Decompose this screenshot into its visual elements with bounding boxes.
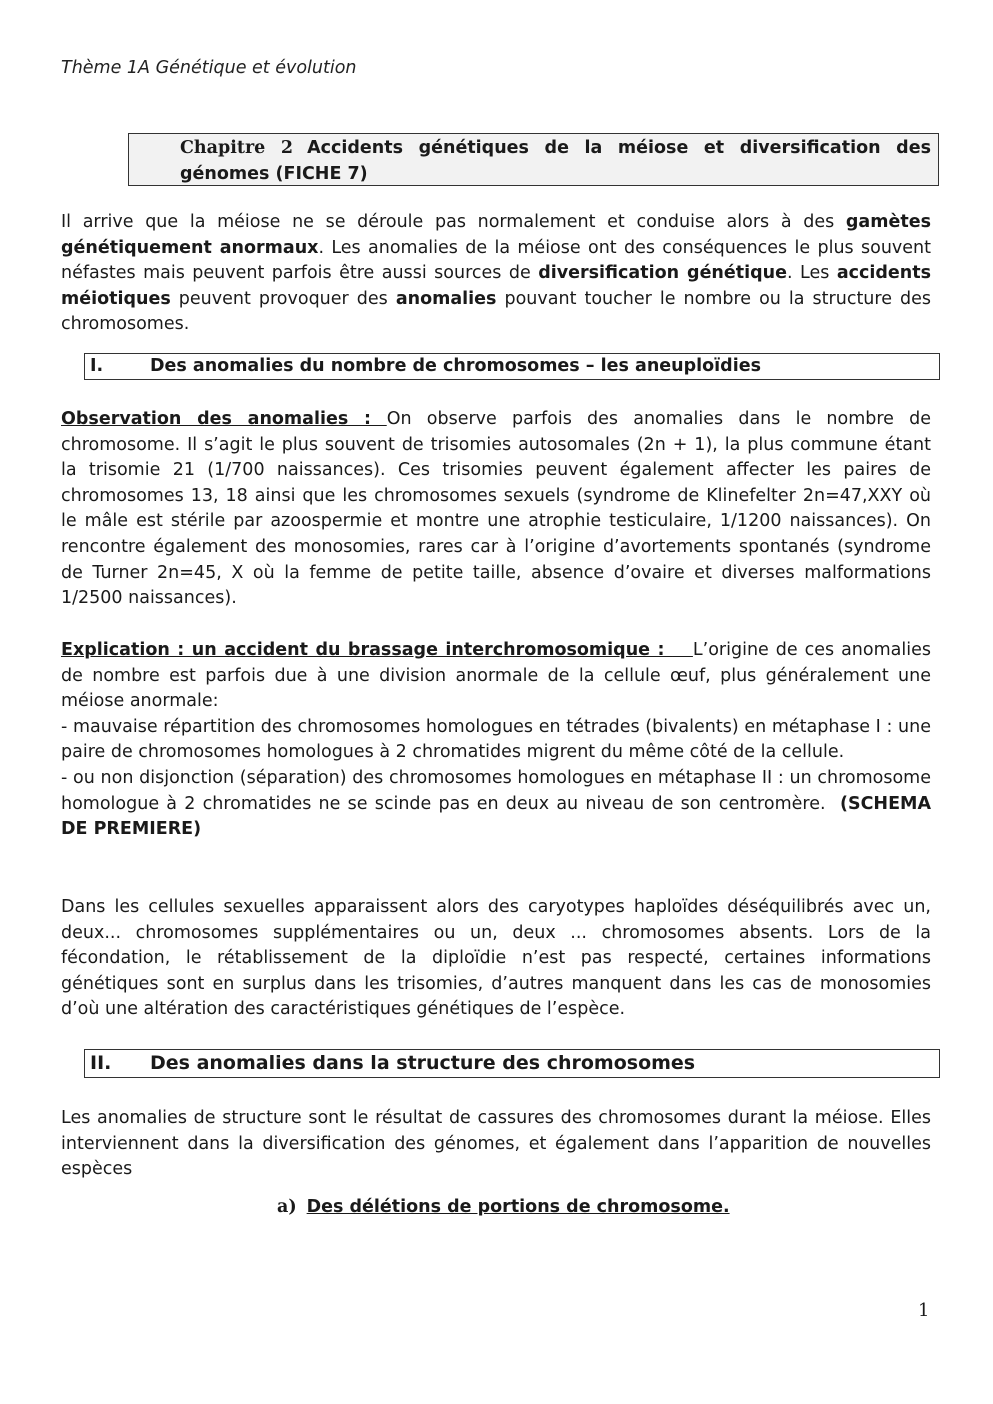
- section-1-number: I.: [90, 356, 104, 376]
- explanation-item-2: - ou non disjonction (séparation) des chromosomes homologues en métaphase II : un chromosome homologue à 2 chromatides ne se scinde pas en deux au niveau de son centromère.: [61, 767, 931, 814]
- section-1-title: Des anomalies du nombre de chromosomes – les aneuploïdies: [150, 356, 761, 376]
- observation-paragraph: [61, 407, 931, 612]
- intro-text-3: . Les: [786, 263, 837, 284]
- intro-text-4: peuvent provoquer des: [170, 288, 396, 309]
- explanation-item-1: - mauvaise répartition des chromosomes homologues en tétrades (bivalents) en métaphase I : une paire de chromosomes homologues à 2 chromatides migrent du même côté de la cellule.: [61, 716, 931, 763]
- explanation-text: L’origine de ces anomalies de nombre est parfois due à une division anormale de la cellule œuf, plus généralement une méiose anormale:: [61, 640, 931, 712]
- intro-bold-accidents: accidents méiotiques: [61, 263, 932, 309]
- section-2-title: Des anomalies dans la structure des chromosomes: [150, 1052, 696, 1074]
- chapter-title: Accidents génétiques de la méiose et diversification des génomes (FICHE 7): [180, 138, 931, 184]
- subsection-a-letter: a): [277, 1197, 297, 1217]
- intro-text-5: pouvant toucher le nombre ou la structure des chromosomes.: [61, 288, 932, 335]
- section-1-heading: [84, 353, 940, 380]
- intro-bold-gametes: gamètes génétiquement anormaux: [61, 212, 931, 258]
- observation-text: On observe parfois des anomalies dans le nombre de chromosome. Il s’agit le plus souvent de trisomies autosomales (2n + 1), la plus commune étant la trisomie 21 (1/700 naissances). Ces trisomies peuvent également affecter les paires de chromosomes 13, 18 ainsi que les chromosomes sexuels (syndrome de Klinefelter 2n=47,XXY où le mâle est stérile par azoospermie et montre une atrophie testiculaire, 1/1200 naissances). On rencontre également des monosomies, rares car à l’origine d’avortements spontanés (syndrome de Turner 2n=45, X où la femme de petite taille, absence d’ovaire et diverses malformations 1/2500 naissances).: [61, 409, 931, 609]
- subsection-a-heading: [277, 1197, 730, 1217]
- chapter-title-box: [128, 133, 939, 186]
- section-2-number: II.: [90, 1052, 112, 1074]
- intro-bold-diversification: diversification génétique: [538, 263, 787, 284]
- explanation-label: Explication : un accident du brassage interchromosomique :: [61, 640, 673, 660]
- page-number: 1: [918, 1300, 930, 1321]
- subsection-a-title: Des délétions de portions de chromosome.: [306, 1197, 730, 1217]
- conclusion-paragraph: Dans les cellules sexuelles apparaissent alors des caryotypes haploïdes déséquilibrés avec un, deux... chromosomes supplémentaires ou un, deux ... chromosomes absents. Lors de la fécondation, le rétablissement de la diploïdie n’est pas respecté, certaines informations génétiques sont en surplus dans les trisomies, d’autres manquent dans les cas de monosomies d’où une altération des caractéristiques génétiques de l’espèce.: [61, 897, 931, 1020]
- intro-text-1: Il arrive que la méiose ne se déroule pas normalement et conduise alors à des: [61, 212, 846, 232]
- intro-paragraph: [61, 210, 931, 338]
- section-2-intro-paragraph: Les anomalies de structure sont le résultat de cassures des chromosomes durant la méiose. Elles interviennent dans la diversification des génomes, et également dans l’apparition de nouvelles espèces: [61, 1108, 931, 1180]
- schema-note: (SCHEMA DE PREMIERE): [61, 793, 931, 840]
- theme-header: Thème 1A Génétique et évolution: [61, 58, 357, 78]
- intro-text-2: . Les anomalies de la méiose ont des conséquences le plus souvent néfastes mais peuvent parfois être aussi sources de: [61, 237, 931, 284]
- chapter-label: Chapitre 2: [180, 138, 294, 158]
- observation-label: Observation des anomalies :: [61, 409, 387, 429]
- section-2-heading: [84, 1049, 940, 1078]
- intro-bold-anomalies: anomalies: [395, 288, 497, 309]
- explanation-paragraph: [61, 638, 931, 843]
